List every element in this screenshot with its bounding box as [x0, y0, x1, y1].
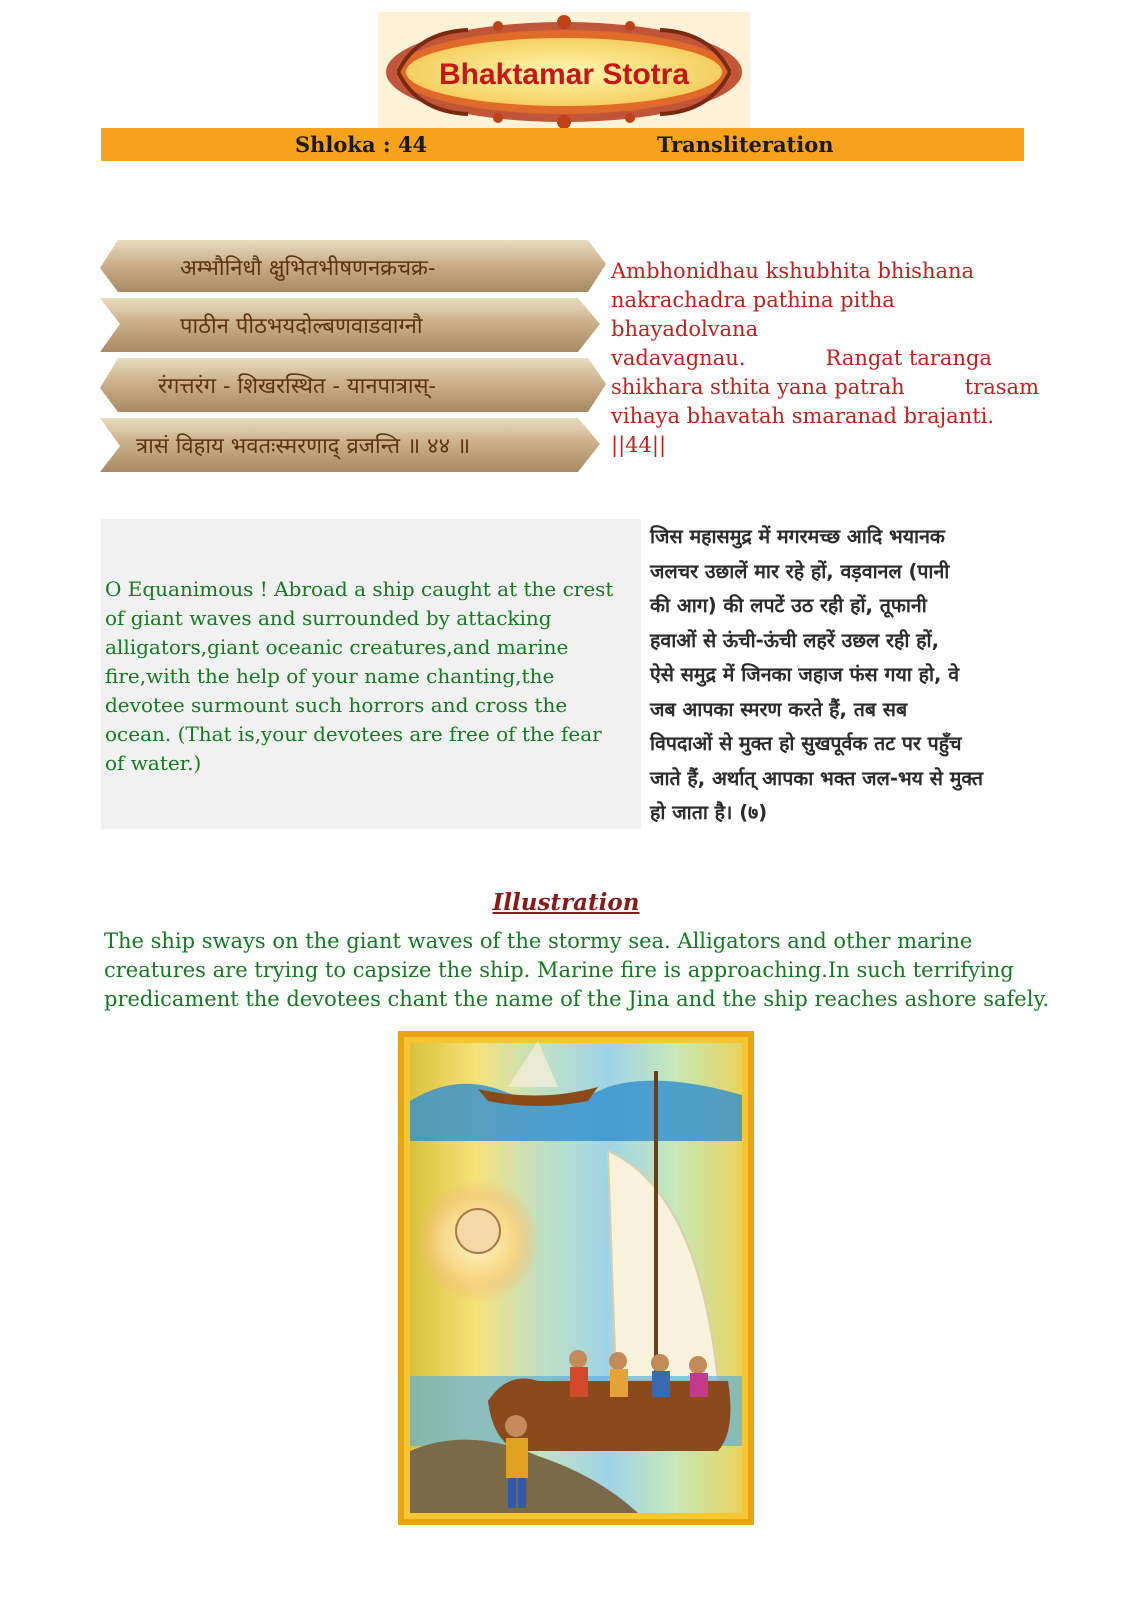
transliteration-line: shikhara sthita yana patrah trasam: [611, 375, 1039, 399]
transliteration-line: bhayadolvana: [611, 317, 759, 341]
meaning-line: of giant waves and surrounded by attacking: [105, 606, 552, 630]
transliteration-line: vihaya bhavatah smaranad brajanti.: [611, 404, 995, 428]
bhaktamar-stotra-logo: [378, 12, 750, 130]
illustration-description: [104, 927, 1050, 1014]
painting-art: [398, 1031, 754, 1525]
hindi-line: जलचर उछालें मार रहे हों, वड़वानल (पानी: [650, 559, 950, 583]
english-meaning-text: [105, 575, 637, 778]
transliteration-line: vadavagnau. Rangat taranga: [611, 346, 992, 370]
meaning-line: alligators,giant oceanic creatures,and marine: [105, 635, 569, 659]
ship-illustration-painting: [398, 1031, 754, 1525]
transliteration-line: nakrachadra pathina pitha: [611, 288, 895, 312]
sanskrit-line: त्रासं विहाय भवतःस्मरणाद् व्रजन्ति ॥ ४४ ॥: [136, 434, 471, 459]
hindi-line: जाते हैं, अर्थात् आपका भक्त जल-भय से मुक्त: [650, 766, 983, 790]
logo-title: Bhaktamar Stotra: [438, 58, 690, 91]
hindi-line: की आग) की लपटें उठ रही हों, तूफानी: [650, 594, 927, 617]
illustration-heading: Illustration: [492, 889, 640, 916]
meaning-line: of water.): [105, 751, 202, 775]
transliteration-text: [611, 257, 1039, 460]
hindi-meaning-text: [650, 520, 1035, 831]
hindi-line: जिस महासमुद्र में मगरमच्छ आदि भयानक: [650, 525, 945, 548]
hindi-line: हवाओं से ऊंची-ऊंची लहरें उछल रही हों,: [650, 628, 939, 652]
meaning-line: fire,with the help of your name chanting,the: [105, 664, 555, 688]
meaning-line: O Equanimous ! Abroad a ship caught at the crest: [105, 577, 614, 601]
section-title: Transliteration: [657, 132, 834, 157]
hindi-line: हो जाता है। (७): [650, 801, 768, 824]
illustration-line: The ship sways on the giant waves of the stormy sea. Alligators and other marine: [104, 929, 973, 953]
shloka-number: Shloka : 44: [295, 132, 428, 157]
hindi-line: जब आपका स्मरण करते हैं, तब सब: [650, 697, 908, 721]
transliteration-line: ||44||: [611, 433, 667, 457]
illustration-line: predicament the devotees chant the name of the Jina and the ship reaches ashore safely.: [104, 987, 1050, 1011]
meaning-line: ocean. (That is,your devotees are free of the fear: [105, 722, 602, 746]
header-bar: [101, 128, 1024, 161]
english-meaning-box: [101, 519, 641, 829]
sanskrit-scroll-image: [100, 240, 608, 476]
sanskrit-line: पाठीन पीठभयदोल्बणवाडवाग्नौ: [180, 314, 423, 339]
illustration-line: creatures are trying to capsize the ship. Marine fire is approaching.In such terrifying: [104, 958, 1014, 982]
sanskrit-line: रंगत्तरंग - शिखरस्थित - यानपात्रास्-: [158, 374, 436, 399]
transliteration-line: Ambhonidhau kshubhita bhishana: [611, 259, 975, 283]
hindi-line: विपदाओं से मुक्त हो सुखपूर्वक तट पर पहुँच: [650, 732, 962, 755]
sanskrit-line: अम्भौनिधौ क्षुभितभीषणनक्रचक्र-: [180, 256, 436, 281]
meaning-line: devotee surmount such horrors and cross the: [105, 693, 568, 717]
logo-banner-art: [378, 12, 750, 130]
hindi-line: ऐसे समुद्र में जिनका जहाज फंस गया हो, वे: [650, 663, 960, 686]
